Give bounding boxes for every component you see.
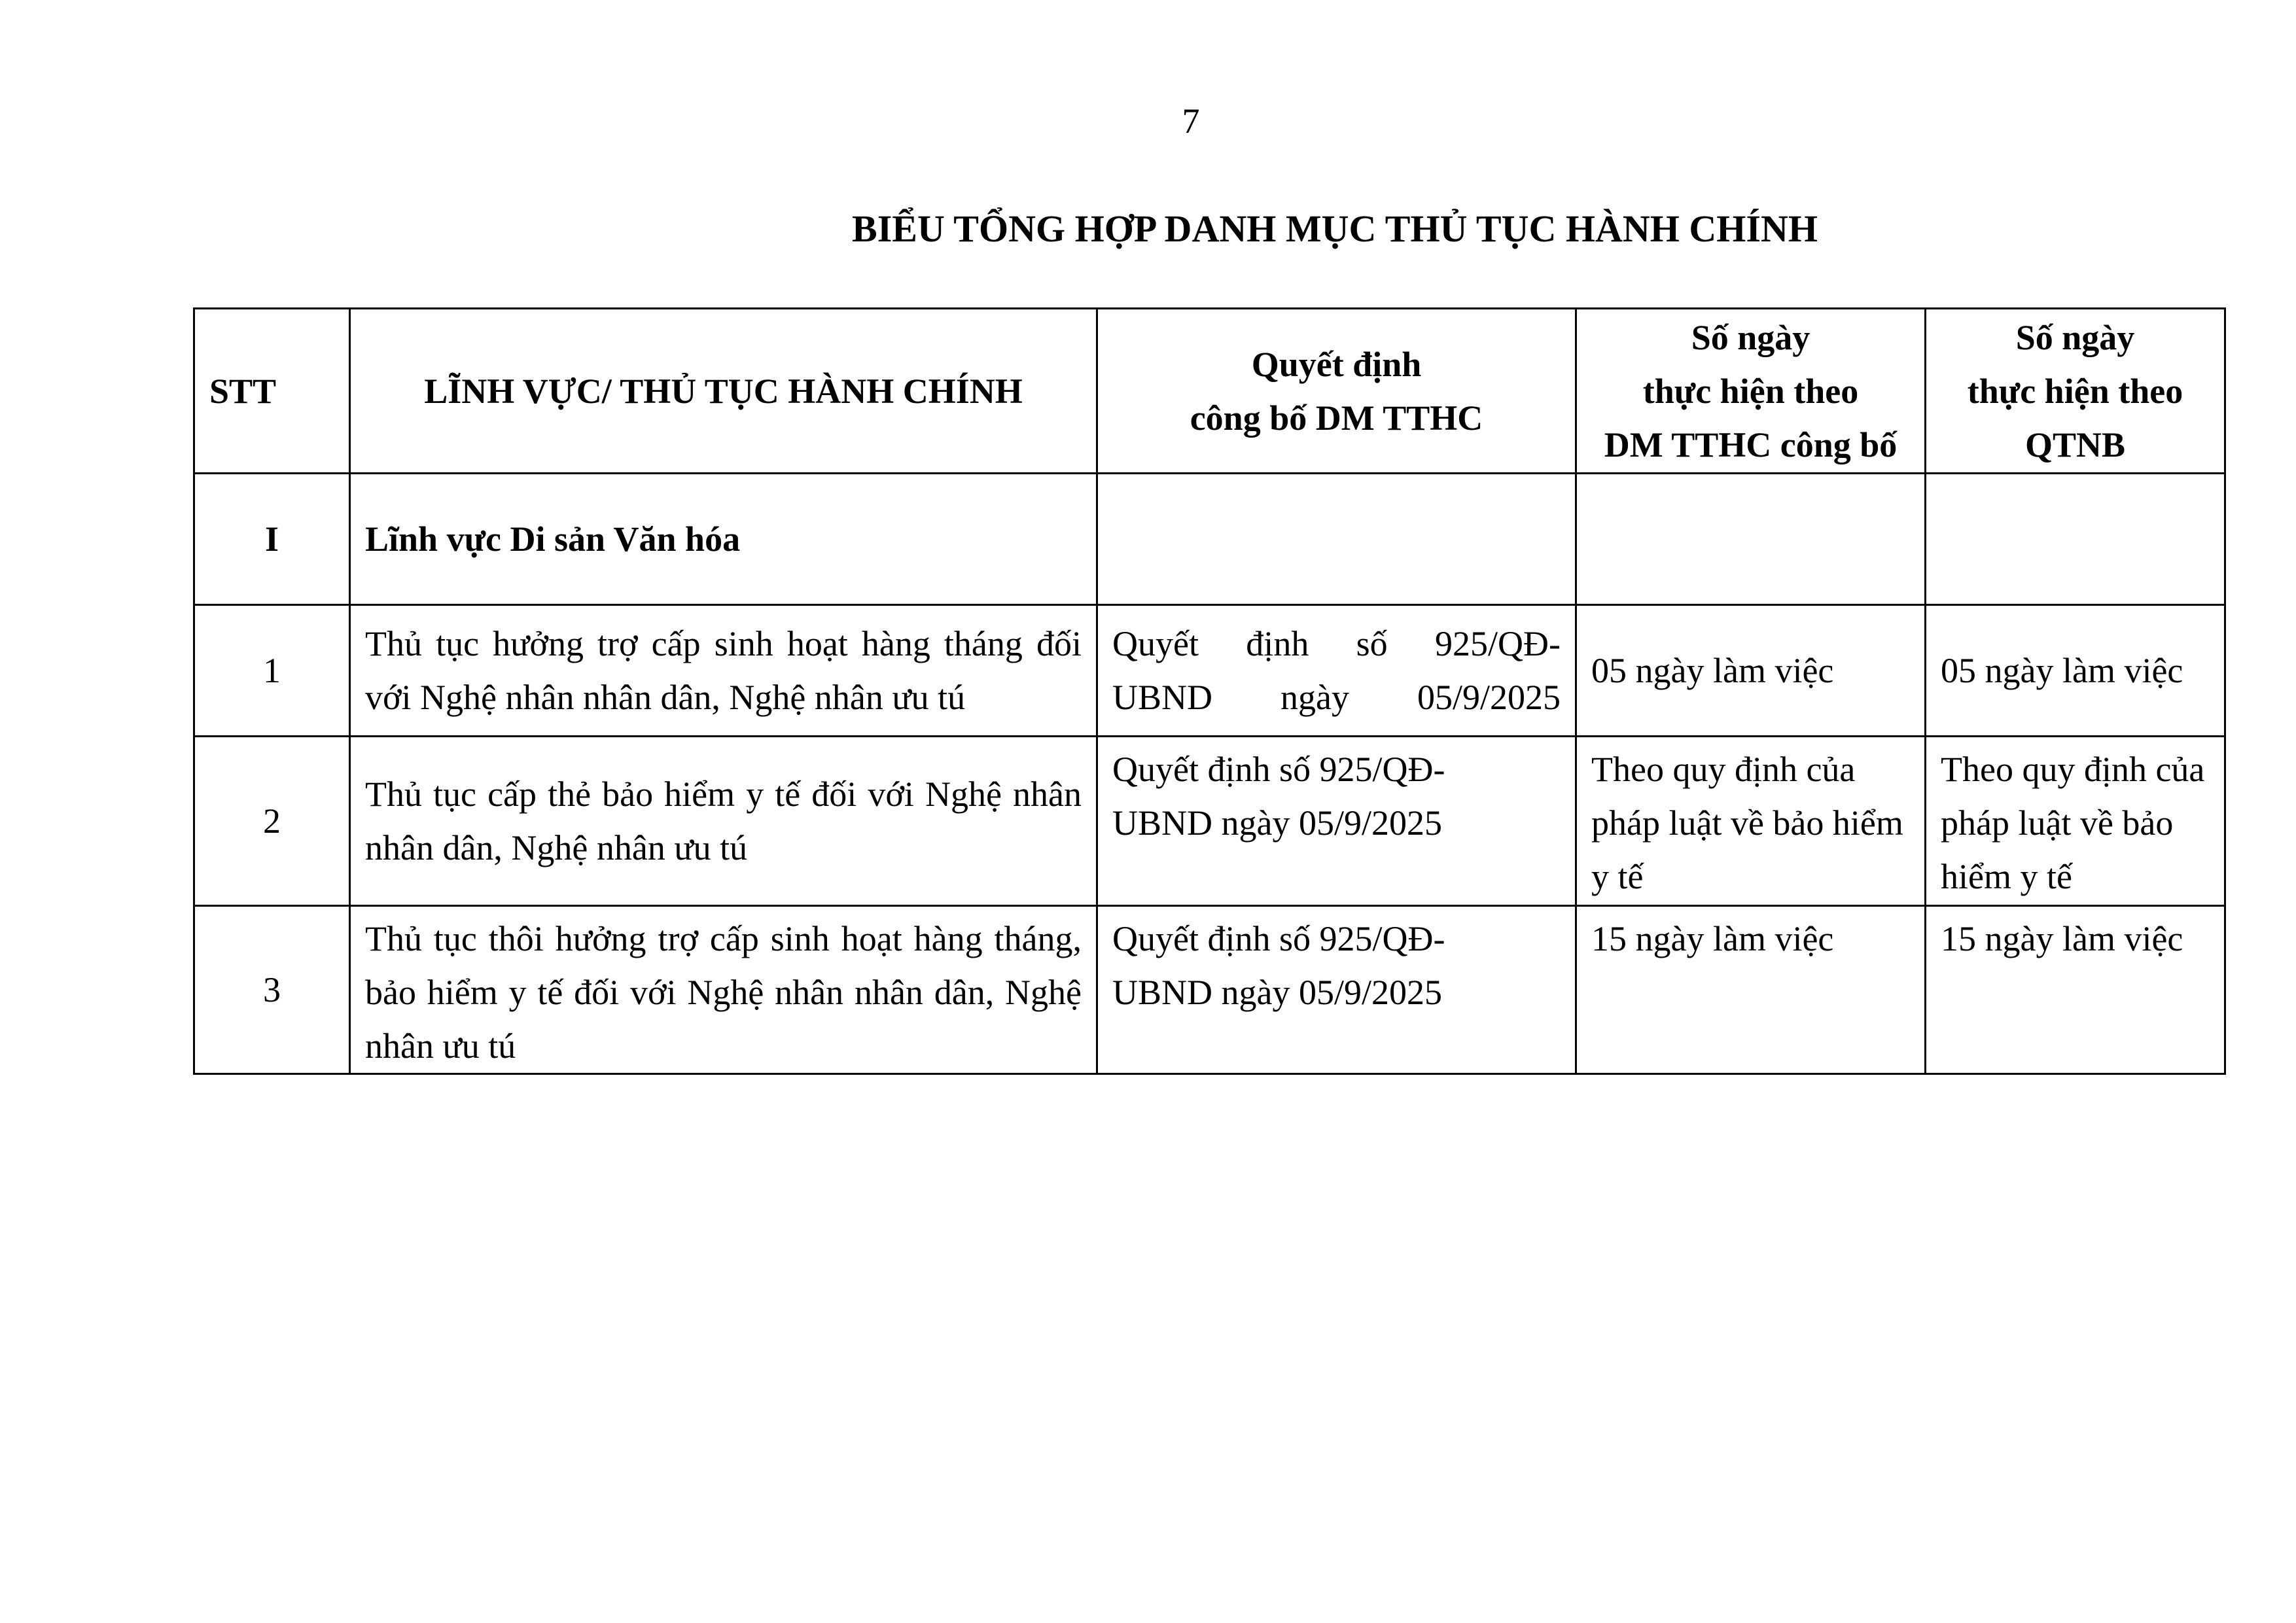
row-decision-line: Quyết định số 925/QĐ- [1112, 919, 1445, 958]
header-decision-line: công bố DM TTHC [1190, 398, 1483, 438]
row-days-dm: Theo quy định của pháp luật về bảo hiểm y tế [1576, 737, 1926, 906]
section-empty-cell [1576, 474, 1926, 605]
row-decision-line: UBND ngày 05/9/2025 [1112, 678, 1561, 717]
table-row [194, 737, 2225, 906]
header-stt: STT [194, 309, 350, 474]
row-decision [1097, 906, 1576, 1074]
document-title: BIỂU TỔNG HỢP DANH MỤC THỦ TỤC HÀNH CHÍNH [852, 207, 1818, 250]
header-days-dm-line: thực hiện theo [1642, 371, 1859, 411]
row-stt: 1 [194, 605, 350, 737]
row-decision-line: Quyết định số 925/QĐ- [1112, 624, 1561, 663]
row-days-qtnb: 05 ngày làm việc [1926, 605, 2225, 737]
header-days-qtnb-line: Số ngày [2015, 317, 2135, 357]
row-decision [1097, 605, 1576, 737]
row-decision-line: UBND ngày 05/9/2025 [1112, 973, 1442, 1012]
header-days-qtnb [1926, 309, 2225, 474]
section-stt: I [194, 474, 350, 605]
row-decision [1097, 737, 1576, 906]
row-days-qtnb: Theo quy định của pháp luật về bảo hiểm y tế [1926, 737, 2225, 906]
section-name: Lĩnh vực Di sản Văn hóa [350, 474, 1097, 605]
header-decision-line: Quyết định [1251, 344, 1422, 384]
row-stt: 2 [194, 737, 350, 906]
table-row [194, 906, 2225, 1074]
table-row [194, 605, 2225, 737]
section-empty-cell [1926, 474, 2225, 605]
header-decision [1097, 309, 1576, 474]
row-stt: 3 [194, 906, 350, 1074]
section-empty-cell [1097, 474, 1576, 605]
row-procedure-name: Thủ tục thôi hưởng trợ cấp sinh hoạt hàng tháng, bảo hiểm y tế đối với Nghệ nhân nhân dân, Nghệ nhân ưu tú [350, 906, 1097, 1074]
row-procedure-name: Thủ tục cấp thẻ bảo hiểm y tế đối với Nghệ nhân nhân dân, Nghệ nhân ưu tú [350, 737, 1097, 906]
procedures-table [193, 307, 2226, 1075]
header-days-qtnb-line: thực hiện theo [1967, 371, 2183, 411]
row-days-dm: 15 ngày làm việc [1576, 906, 1926, 1074]
table-header-row [194, 309, 2225, 474]
header-days-dm-line: DM TTHC công bố [1604, 425, 1898, 464]
row-procedure-name: Thủ tục hưởng trợ cấp sinh hoạt hàng tháng đối với Nghệ nhân nhân dân, Nghệ nhân ưu tú [350, 605, 1097, 737]
header-days-dm [1576, 309, 1926, 474]
row-days-dm: 05 ngày làm việc [1576, 605, 1926, 737]
row-decision-line: Quyết định số 925/QĐ- [1112, 750, 1445, 789]
header-days-qtnb-line: QTNB [2024, 425, 2126, 464]
row-days-qtnb: 15 ngày làm việc [1926, 906, 2225, 1074]
header-field-procedure: LĨNH VỰC/ THỦ TỤC HÀNH CHÍNH [350, 309, 1097, 474]
header-days-dm-line: Số ngày [1691, 317, 1810, 357]
page-number: 7 [1182, 101, 1200, 141]
section-row [194, 474, 2225, 605]
row-decision-line: UBND ngày 05/9/2025 [1112, 803, 1442, 843]
